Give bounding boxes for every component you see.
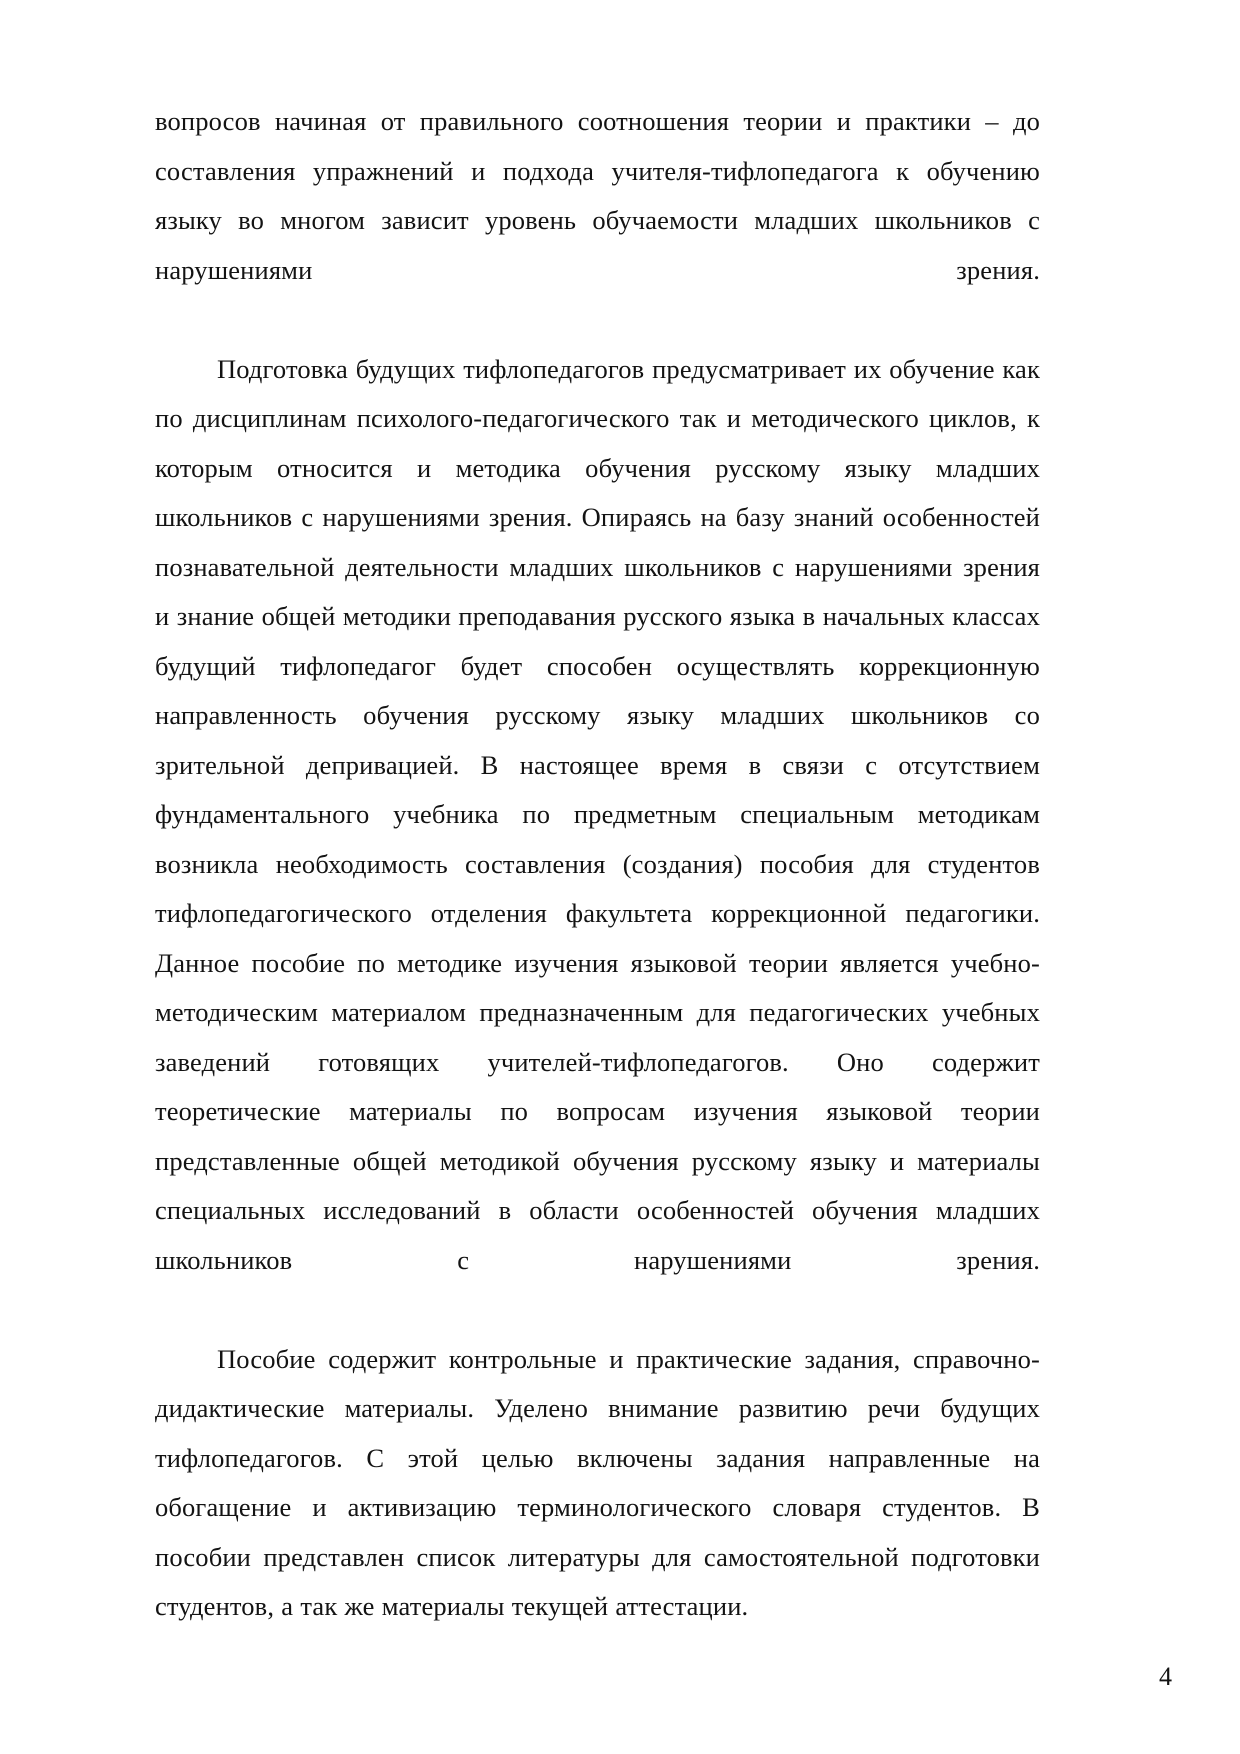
paragraph-3: Пособие содержит контрольные и практические задания, справочно-дидактические материалы. Уделено внимание развитию речи будущих тифлопедагогов. С этой целью включены задания направленные на обогащение и активизацию терминологического словаря студентов. В пособии представлен список литературы для самостоятельной подготовки студентов, а так же материалы текущей аттестации. <box>155 1343 1040 1621</box>
page-number: 4 <box>1159 1662 1172 1691</box>
page-text-body <box>155 97 1040 1632</box>
paragraph-2: Подготовка будущих тифлопедагогов предусматривает их обучение как по дисциплинам психолого-педагогического так и методического циклов, к которым относится и методика обучения русскому языку младших школьников с нарушениями зрения. Опираясь на базу знаний особенностей познавательной деятельности младших школьников с нарушениями зрения и знание общей методики преподавания русского языка в начальных классах будущий тифлопедагог будет способен осуществлять коррекционную направленность обучения русскому языку младших школьников со зрительной депривацией. В настоящее время в связи с отсутствием фундаментального учебника по предметным специальным методикам возникла необходимость составления (создания) пособия для студентов тифлопедагогического отделения факультета коррекционной педагогики. Данное пособие по методике изучения языковой теории является учебно-методическим материалом предназначенным для педагогических учебных заведений готовящих учителей-тифлопедагогов. Оно содержит теоретические материалы по вопросам изучения языковой теории представленные общей методикой обучения русскому языку и материалы специальных исследований в области особенностей обучения младших школьников с нарушениями зрения. <box>155 353 1040 1275</box>
paragraph-1: вопросов начиная от правильного соотношения теории и практики – до составления упражнений и подхода учителя-тифлопедагога к обучению языку во многом зависит уровень обучаемости младших школьников с нарушениями зрения. <box>155 106 1040 285</box>
